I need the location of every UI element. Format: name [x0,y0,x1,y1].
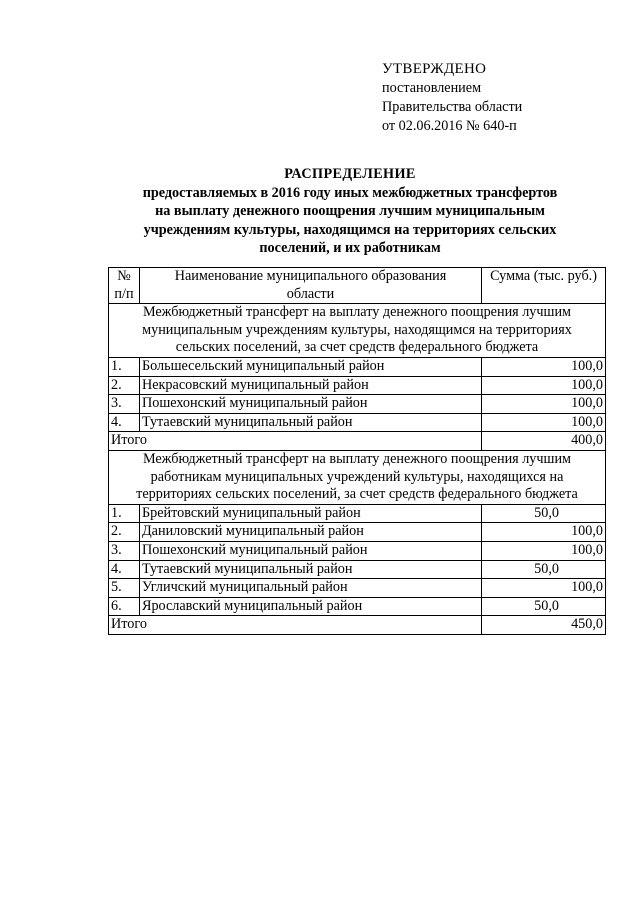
section-title-line: муниципальным учреждениям культуры, находящимся на территориях [142,321,572,338]
header-name-line: Наименование муниципального образования [174,268,447,284]
document-subtitle-line: на выплату денежного поощрения лучшим муниципальным [155,203,545,220]
row-district-name: Даниловский муниципальный район [140,523,482,542]
row-district-name: Ярославский муниципальный район [140,597,482,616]
total-row [109,616,606,635]
section-title-line: работникам муниципальных учреждений культуры, находящихся на [150,468,564,485]
header-number [109,268,140,304]
table-body [109,304,606,635]
table-row [109,541,606,560]
row-district-name: Брейтовский муниципальный район [140,504,482,523]
header-sum: Сумма (тыс. руб.) [482,268,606,304]
header-number-line: № [117,268,131,284]
row-number: 2. [109,376,140,395]
row-district-name: Тутаевский муниципальный район [140,413,482,432]
total-label: Итого [109,432,482,451]
table-header-row [109,268,606,304]
row-number: 1. [109,357,140,376]
row-number: 2. [109,523,140,542]
approval-date-line: от 02.06.2016 № 640-п [382,118,517,134]
row-number: 1. [109,504,140,523]
row-district-name: Пошехонский муниципальный район [140,395,482,414]
table-row [109,523,606,542]
document-subtitle-line: учреждениям культуры, находящимся на территориях сельских [143,221,557,238]
row-sum: 100,0 [482,357,606,376]
table-row [109,357,606,376]
header-name-line: области [286,285,335,302]
section-title-line: Межбюджетный трансферт на выплату денежного поощрения лучшим [142,450,572,467]
section-title-row [109,450,606,504]
approval-line: Правительства области [382,99,523,115]
total-row [109,432,606,451]
section-title-line: Межбюджетный трансферт на выплату денежного поощрения лучшим [142,304,572,321]
distribution-table [108,267,606,635]
header-number-line: п/п [114,285,134,302]
approval-line: постановлением [382,80,482,96]
row-sum: 100,0 [482,579,606,598]
section-title [109,304,606,358]
total-sum: 450,0 [482,616,606,635]
row-sum: 100,0 [482,541,606,560]
document-heading [100,165,600,258]
header-name [140,268,482,304]
row-number: 6. [109,597,140,616]
document-subtitle-line: предоставляемых в 2016 году иных межбюджетных трансфертов [142,184,558,201]
row-number: 3. [109,395,140,414]
row-district-name: Тутаевский муниципальный район [140,560,482,579]
section-title-line: сельских поселений, за счет средств федерального бюджета [175,339,539,356]
row-sum: 100,0 [482,395,606,414]
row-sum: 50,0 [482,504,606,523]
row-district-name: Угличский муниципальный район [140,579,482,598]
total-sum: 400,0 [482,432,606,451]
table-row [109,395,606,414]
document-title: РАСПРЕДЕЛЕНИЕ [284,166,416,182]
approval-stamp [382,60,522,136]
approval-title: УТВЕРЖДЕНО [382,61,487,77]
row-district-name: Большесельский муниципальный район [140,357,482,376]
table-row [109,376,606,395]
table-row [109,413,606,432]
row-district-name: Пошехонский муниципальный район [140,541,482,560]
row-number: 3. [109,541,140,560]
document-subtitle-line: поселений, и их работникам [259,240,441,257]
row-sum: 100,0 [482,376,606,395]
row-sum: 50,0 [482,597,606,616]
total-label: Итого [109,616,482,635]
section-title [109,450,606,504]
table-row [109,579,606,598]
row-sum: 100,0 [482,413,606,432]
row-number: 4. [109,560,140,579]
row-number: 4. [109,413,140,432]
table-row [109,597,606,616]
table-row [109,560,606,579]
row-district-name: Некрасовский муниципальный район [140,376,482,395]
row-number: 5. [109,579,140,598]
table-row [109,504,606,523]
row-sum: 100,0 [482,523,606,542]
section-title-line: территориях сельских поселений, за счет средств федерального бюджета [136,486,578,503]
section-title-row [109,304,606,358]
row-sum: 50,0 [482,560,606,579]
